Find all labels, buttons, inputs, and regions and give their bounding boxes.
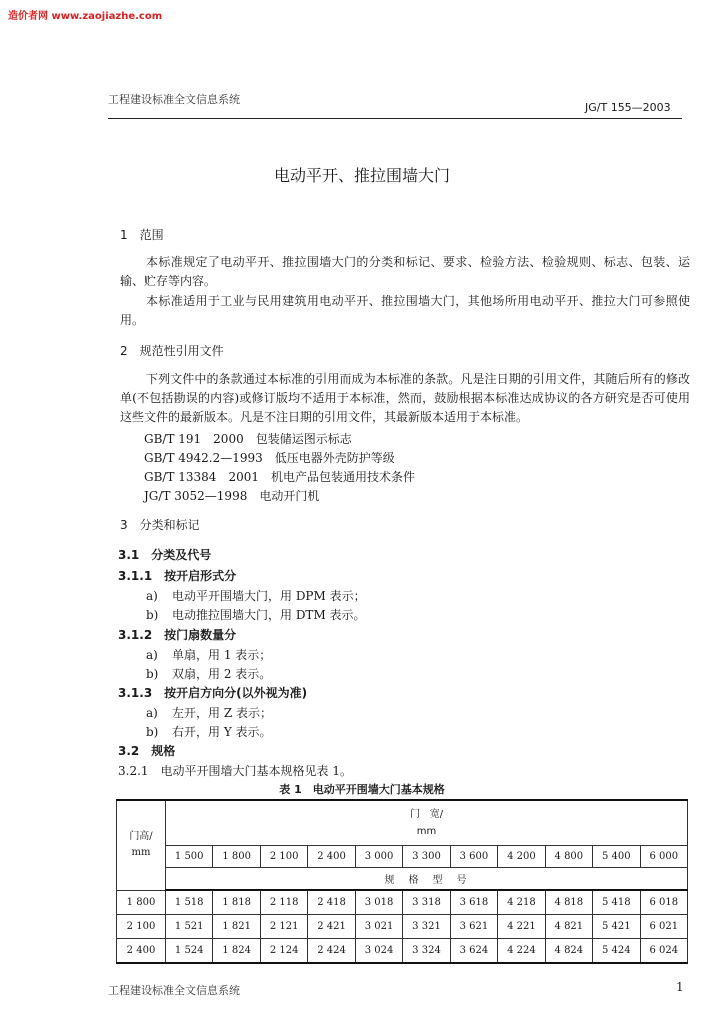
- section-3-1-3-heading: 3.1.3 按开启方向分(以外视为准): [118, 686, 308, 700]
- standard-number: JG/T 155—2003: [585, 101, 671, 114]
- table-row: [117, 939, 688, 964]
- table-row: [117, 915, 688, 939]
- list-item-label: b): [146, 608, 159, 622]
- table-cell: 1 518: [166, 890, 213, 915]
- list-item-text: 电动平开围墙大门，用 DPM 表示；: [172, 589, 366, 603]
- table-width-header: 门 宽/ mm: [166, 800, 688, 846]
- table-cell: 1 521: [166, 915, 213, 939]
- table-width-cell: 3 000: [355, 846, 402, 868]
- table-cell: 1 824: [213, 939, 260, 964]
- list-item: [146, 665, 271, 682]
- table-width-row: [117, 846, 688, 868]
- table-cell: 2 421: [308, 915, 355, 939]
- reference-item: GB/T 13384 2001 机电产品包装通用技术条件: [144, 470, 415, 484]
- table-width-cell: 2 400: [308, 846, 355, 868]
- watermark: 造价者网 www.zaojiazhe.com: [8, 11, 163, 22]
- table-width-cell: 4 200: [498, 846, 545, 868]
- list-item: [146, 606, 366, 623]
- section-3-1-heading: 3.1 分类及代号: [118, 548, 212, 562]
- table-cell: 5 424: [593, 939, 640, 964]
- list-item-label: b): [146, 667, 159, 681]
- section-3-2-heading: 3.2 规格: [118, 744, 176, 758]
- list-item: [146, 646, 271, 663]
- table-width-cell: 2 100: [260, 846, 307, 868]
- page-number: 1: [676, 980, 684, 994]
- section-3-2-1-text: 3.2.1 电动平开围墙大门基本规格见表 1。: [118, 764, 352, 778]
- list-item: [146, 723, 272, 740]
- section-3-1-2-heading: 3.1.2 按门扇数量分: [118, 628, 237, 642]
- list-item-text: 双扇，用 2 表示。: [172, 667, 272, 681]
- table-height-cell: 1 800: [117, 890, 166, 915]
- table-cell: 3 618: [450, 890, 497, 915]
- reference-item: GB/T 191 2000 包装储运图示标志: [144, 432, 352, 446]
- table-cell: 3 021: [355, 915, 402, 939]
- list-item: [146, 704, 272, 721]
- table-row: [117, 890, 688, 915]
- header-rule: [108, 118, 682, 119]
- footer-system-name: 工程建设标准全文信息系统: [108, 984, 240, 997]
- reference-item: GB/T 4942.2—1993 低压电器外壳防护等级: [144, 451, 395, 465]
- section-1-heading: 1 范围: [120, 228, 164, 242]
- table-width-cell: 3 300: [403, 846, 450, 868]
- table-cell: 1 818: [213, 890, 260, 915]
- table-cell: 3 318: [403, 890, 450, 915]
- table-height-cell: 2 100: [117, 915, 166, 939]
- table-cell: 3 321: [403, 915, 450, 939]
- table-width-cell: 1 500: [166, 846, 213, 868]
- list-item-label: a): [146, 589, 158, 603]
- table-cell: 3 624: [450, 939, 497, 964]
- table-cell: 3 621: [450, 915, 497, 939]
- table-width-cell: 6 000: [640, 846, 687, 868]
- list-item: [146, 587, 366, 604]
- table-height-cell: 2 400: [117, 939, 166, 964]
- section-3-1-1-heading: 3.1.1 按开启形式分: [118, 569, 237, 583]
- list-item-label: a): [146, 648, 158, 662]
- table-cell: 4 221: [498, 915, 545, 939]
- table-cell: 4 224: [498, 939, 545, 964]
- table-cell: 1 821: [213, 915, 260, 939]
- table-cell: 2 424: [308, 939, 355, 964]
- table-width-cell: 5 400: [593, 846, 640, 868]
- table-cell: 5 418: [593, 890, 640, 915]
- list-item-text: 电动推拉围墙大门，用 DTM 表示。: [172, 608, 366, 622]
- table-cell: 4 821: [545, 915, 592, 939]
- list-item-label: a): [146, 706, 158, 720]
- table-cell: 6 021: [640, 915, 687, 939]
- table-title: 表 1 电动平开围墙大门基本规格: [279, 783, 445, 796]
- list-item-label: b): [146, 725, 159, 739]
- table-cell: 3 018: [355, 890, 402, 915]
- table-cell: 4 824: [545, 939, 592, 964]
- table-width-cell: 4 800: [545, 846, 592, 868]
- table-cell: 3 324: [403, 939, 450, 964]
- table-cell: 6 024: [640, 939, 687, 964]
- section-1-paragraph-2: 本标准适用于工业与民用建筑用电动平开、推拉围墙大门，其他场所用电动平开、推拉大门可参照使用。: [120, 294, 690, 327]
- table-cell: 2 118: [260, 890, 307, 915]
- table-cell: 2 124: [260, 939, 307, 964]
- list-item-text: 左开，用 Z 表示；: [172, 706, 272, 720]
- section-1-paragraph-1: 本标准规定了电动平开、推拉围墙大门的分类和标记、要求、检验方法、检验规则、标志、包装、运输、贮存等内容。: [120, 255, 690, 288]
- table-cell: 4 218: [498, 890, 545, 915]
- section-3-heading: 3 分类和标记: [120, 518, 200, 532]
- table-width-cell: 3 600: [450, 846, 497, 868]
- table-corner-header: 门高/ mm: [117, 800, 166, 890]
- reference-item: JG/T 3052—1998 电动开门机: [144, 489, 320, 503]
- table-cell: 3 024: [355, 939, 402, 964]
- table-cell: 2 121: [260, 915, 307, 939]
- table-cell: 5 421: [593, 915, 640, 939]
- spec-table: [116, 799, 688, 964]
- table-cell: 1 524: [166, 939, 213, 964]
- list-item-text: 单扇，用 1 表示；: [172, 648, 272, 662]
- list-item-text: 右开，用 Y 表示。: [172, 725, 272, 739]
- section-2-paragraph: 下列文件中的条款通过本标准的引用而成为本标准的条款。凡是注日期的引用文件，其随后所有的修改单(不包括勘误的内容)或修订版均不适用于本标准，然而，鼓励根据本标准达成协议的各方研究是否可使用这些文件的最新版本。凡是不注日期的引用文件，其最新版本适用于本标准。: [120, 372, 690, 424]
- table-cell: 2 418: [308, 890, 355, 915]
- header-system-name: 工程建设标准全文信息系统: [108, 93, 240, 106]
- table-width-cell: 1 800: [213, 846, 260, 868]
- table-cell: 4 818: [545, 890, 592, 915]
- table-model-header: 规 格 型 号: [166, 868, 688, 891]
- document-title: 电动平开、推拉围墙大门: [273, 166, 450, 185]
- table-cell: 6 018: [640, 890, 687, 915]
- section-2-heading: 2 规范性引用文件: [120, 344, 224, 358]
